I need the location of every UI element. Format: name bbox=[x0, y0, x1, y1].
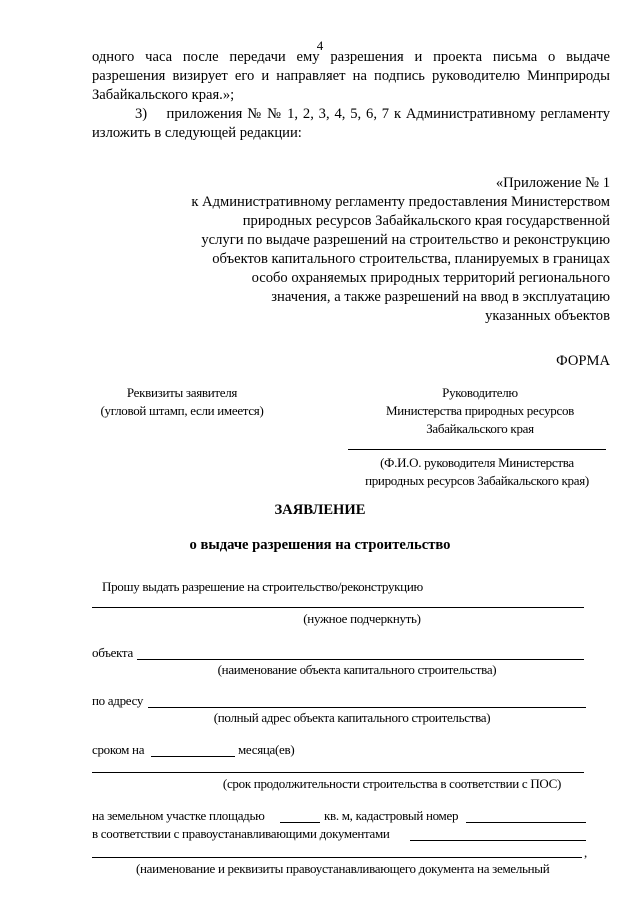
plot-unit-label: кв. м, кадастровый номер bbox=[324, 808, 459, 823]
appendix-line-5: объектов капитального строительства, планируемых в границах bbox=[212, 251, 610, 267]
appendix-line-8: указанных объектов bbox=[485, 308, 610, 324]
term-hint: (срок продолжительности строительства в соответствии с ПОС) bbox=[222, 776, 562, 791]
appendix-line-3: природных ресурсов Забайкальского края государственной bbox=[242, 213, 610, 229]
intro-line-2: разрешения визирует его и направляет на подпись руководителю Минприроды bbox=[92, 68, 610, 84]
item-number: 3) bbox=[135, 106, 148, 122]
plot-area-blank[interactable] bbox=[280, 822, 320, 823]
appendix-line-1: «Приложение № 1 bbox=[495, 175, 610, 191]
object-label: объекта bbox=[92, 645, 133, 660]
docs-blank-line[interactable] bbox=[410, 840, 586, 841]
applicant-caption: (угловой штамп, если имеется) bbox=[100, 403, 264, 418]
recipient-region: Забайкальского края bbox=[426, 421, 534, 436]
recipient-ministry: Министерства природных ресурсов bbox=[386, 403, 574, 418]
appendix-line-2: к Административному регламенту предоставления Министерством bbox=[191, 194, 610, 210]
docs-hint: (наименование и реквизиты правоустанавливающего документа на земельный bbox=[136, 861, 550, 876]
request-text: Прошу выдать разрешение на строительство/реконструкцию bbox=[102, 579, 423, 594]
recipient-caption-2: природных ресурсов Забайкальского края) bbox=[365, 473, 589, 488]
applicant-label: Реквизиты заявителя bbox=[126, 385, 238, 400]
docs-extra-line[interactable] bbox=[92, 857, 582, 858]
address-hint: (полный адрес объекта капитального строительства) bbox=[213, 710, 491, 725]
intro-item-3 bbox=[135, 105, 610, 124]
plot-label: на земельном участке площадью bbox=[92, 808, 265, 823]
term-label: сроком на bbox=[92, 742, 145, 757]
appendix-line-7: значения, а также разрешений на ввод в эксплуатацию bbox=[271, 289, 610, 305]
term-extra-line[interactable] bbox=[92, 772, 584, 773]
address-blank-line[interactable] bbox=[148, 707, 586, 708]
intro-line-5: изложить в следующей редакции: bbox=[92, 125, 302, 141]
appendix-line-6: особо охраняемых природных территорий регионального bbox=[251, 270, 610, 286]
term-unit: месяца(ев) bbox=[238, 742, 295, 757]
intro-line-3: Забайкальского края.»; bbox=[92, 87, 235, 103]
appendix-line-4: услуги по выдаче разрешений на строительство и реконструкцию bbox=[201, 232, 610, 248]
forma-label: ФОРМА bbox=[556, 353, 610, 369]
recipient-title: Руководителю bbox=[442, 385, 518, 400]
recipient-caption-1: (Ф.И.О. руководителя Министерства bbox=[380, 455, 574, 470]
document-subtitle: о выдаче разрешения на строительство bbox=[189, 537, 451, 553]
cadastral-number-blank[interactable] bbox=[466, 822, 586, 823]
docs-label: в соответствии с правоустанавливающими документами bbox=[92, 826, 390, 841]
item-text: приложения № № 1, 2, 3, 4, 5, 6, 7 к Административному регламенту bbox=[166, 106, 610, 122]
term-blank-line[interactable] bbox=[151, 756, 235, 757]
address-label: по адресу bbox=[92, 693, 144, 708]
intro-line-1: одного часа после передачи ему разрешения и проекта письма о выдаче bbox=[92, 49, 610, 65]
recipient-signature-line bbox=[348, 449, 606, 450]
page-number: 4 bbox=[316, 38, 324, 53]
docs-comma: , bbox=[584, 845, 587, 860]
object-hint: (наименование объекта капитального строительства) bbox=[217, 662, 497, 677]
request-blank-line[interactable] bbox=[92, 607, 584, 608]
object-blank-line[interactable] bbox=[137, 659, 584, 660]
document-title: ЗАЯВЛЕНИЕ bbox=[274, 502, 366, 518]
request-hint: (нужное подчеркнуть) bbox=[303, 611, 421, 626]
